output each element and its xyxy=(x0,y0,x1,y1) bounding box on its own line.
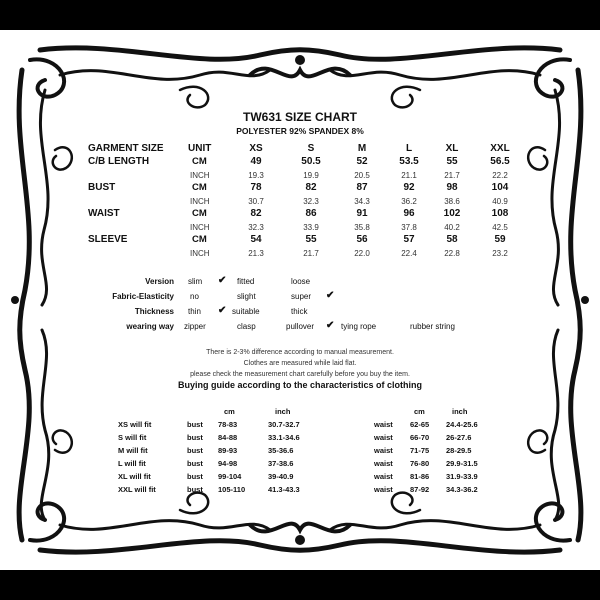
table-cell: 22.4 xyxy=(401,249,417,258)
option-rubber-string: rubber string xyxy=(410,322,455,331)
option-pullover: pullover xyxy=(286,322,315,331)
unit-inch: INCH xyxy=(190,171,210,180)
check-icon: ✔ xyxy=(326,290,335,301)
table-cell: 82 xyxy=(250,208,262,219)
guide-waist-label: waist xyxy=(374,420,393,429)
guide-waist-inch: 28-29.5 xyxy=(446,446,472,455)
row-label-cb-length: C/B LENGTH xyxy=(88,156,150,167)
table-cell: 55 xyxy=(305,234,317,245)
guide-waist-inch: 34.3-36.2 xyxy=(446,485,478,494)
guide-bust-inch: 30.7-32.7 xyxy=(268,420,300,429)
unit-header: UNIT xyxy=(188,143,212,154)
guide-size-label: XXL will fit xyxy=(118,485,156,494)
guide-size-label: XL will fit xyxy=(118,472,151,481)
option-slight: slight xyxy=(237,292,256,301)
chart-title: TW631 SIZE CHART xyxy=(242,110,357,124)
table-cell: 96 xyxy=(403,208,415,219)
guide-bust-label: bust xyxy=(187,485,203,494)
table-cell: 78 xyxy=(250,182,262,193)
unit-inch: INCH xyxy=(190,249,210,258)
row-label-sleeve: SLEEVE xyxy=(88,234,128,245)
guide-cm-header: cm xyxy=(414,407,425,416)
table-cell: 22.0 xyxy=(354,249,370,258)
option-super: super xyxy=(291,292,312,301)
guide-bust-cm: 84-88 xyxy=(218,433,238,442)
guide-inch-header: inch xyxy=(275,407,291,416)
unit-inch: INCH xyxy=(190,223,210,232)
table-cell: 21.1 xyxy=(401,171,417,180)
table-cell: 98 xyxy=(446,182,458,193)
guide-waist-cm: 66-70 xyxy=(410,433,430,442)
unit-inch: INCH xyxy=(190,197,210,206)
table-cell: 35.8 xyxy=(354,223,370,232)
property-label-fabric-elasticity: Fabric-Elasticity xyxy=(112,292,174,301)
table-cell: 82 xyxy=(305,182,317,193)
table-cell: 21.7 xyxy=(303,249,319,258)
guide-bust-label: bust xyxy=(187,446,203,455)
option-slim: slim xyxy=(188,277,203,286)
property-label-wearing-way: wearing way xyxy=(126,322,174,331)
row-label-bust: BUST xyxy=(88,182,116,193)
guide-bust-cm: 89-93 xyxy=(218,446,238,455)
table-cell: 56 xyxy=(356,234,368,245)
material-composition: POLYESTER 92% SPANDEX 8% xyxy=(236,126,364,136)
table-cell: 86 xyxy=(305,208,317,219)
table-cell: 53.5 xyxy=(399,156,419,167)
table-cell: 40.2 xyxy=(444,223,460,232)
table-cell: 23.2 xyxy=(492,249,508,258)
size-chart-card xyxy=(0,30,600,570)
note-line: There is 2-3% difference according to manual measurement. xyxy=(206,349,394,356)
check-icon: ✔ xyxy=(326,320,335,331)
option-loose: loose xyxy=(291,277,311,286)
table-cell: 58 xyxy=(446,234,458,245)
table-cell: 91 xyxy=(356,208,368,219)
note-line: please check the measurement chart carefully before you buy the item. xyxy=(190,371,410,378)
guide-waist-cm: 81-86 xyxy=(410,472,430,481)
guide-size-label: S will fit xyxy=(118,433,147,442)
option-no: no xyxy=(190,292,199,301)
option-thick: thick xyxy=(291,307,308,316)
size-header-xxl: XXL xyxy=(490,143,510,154)
guide-bust-label: bust xyxy=(187,472,203,481)
unit-cm: CM xyxy=(192,156,207,167)
guide-bust-inch: 37-38.6 xyxy=(268,459,294,468)
guide-bust-inch: 39-40.9 xyxy=(268,472,294,481)
check-icon: ✔ xyxy=(218,275,227,286)
row-label-waist: WAIST xyxy=(88,208,120,219)
table-cell: 55 xyxy=(446,156,458,167)
guide-bust-cm: 99-104 xyxy=(218,472,242,481)
table-cell: 92 xyxy=(403,182,415,193)
table-cell: 32.3 xyxy=(303,197,319,206)
table-cell: 50.5 xyxy=(301,156,321,167)
guide-waist-cm: 62-65 xyxy=(410,420,430,429)
guide-bust-cm: 78-83 xyxy=(218,420,238,429)
table-cell: 102 xyxy=(443,208,461,219)
size-header-m: M xyxy=(357,143,367,154)
table-cell: 56.5 xyxy=(490,156,510,167)
buying-guide-title: Buying guide according to the characteristics of clothing xyxy=(177,380,423,390)
table-cell: 57 xyxy=(403,234,415,245)
option-fitted: fitted xyxy=(237,277,255,286)
table-cell: 21.3 xyxy=(248,249,264,258)
table-cell: 36.2 xyxy=(401,197,417,206)
guide-waist-inch: 24.4-25.6 xyxy=(446,420,478,429)
property-label-version: Version xyxy=(145,277,174,286)
guide-waist-cm: 71-75 xyxy=(410,446,430,455)
guide-bust-cm: 94-98 xyxy=(218,459,238,468)
table-cell: 19.9 xyxy=(303,171,319,180)
table-cell: 108 xyxy=(491,208,509,219)
guide-size-label: M will fit xyxy=(118,446,148,455)
guide-bust-inch: 41.3-43.3 xyxy=(268,485,300,494)
option-zipper: zipper xyxy=(184,322,206,331)
table-cell: 22.8 xyxy=(444,249,460,258)
guide-waist-label: waist xyxy=(374,472,393,481)
note-line: Clothes are measured while laid flat. xyxy=(243,360,357,367)
table-cell: 19.3 xyxy=(248,171,264,180)
guide-cm-header: cm xyxy=(224,407,235,416)
unit-cm: CM xyxy=(192,234,207,245)
unit-cm: CM xyxy=(192,182,207,193)
table-cell: 87 xyxy=(356,182,368,193)
table-cell: 22.2 xyxy=(492,171,508,180)
table-cell: 38.6 xyxy=(444,197,460,206)
option-tying-rope: tying rope xyxy=(341,322,377,331)
guide-waist-label: waist xyxy=(374,485,393,494)
guide-size-label: L will fit xyxy=(118,459,146,468)
size-header-xl: XL xyxy=(445,143,459,154)
table-cell: 52 xyxy=(356,156,368,167)
guide-waist-label: waist xyxy=(374,446,393,455)
guide-bust-cm: 105-110 xyxy=(218,485,246,494)
guide-waist-inch: 29.9-31.5 xyxy=(446,459,478,468)
table-cell: 20.5 xyxy=(354,171,370,180)
guide-waist-cm: 76-80 xyxy=(410,459,430,468)
option-thin: thin xyxy=(188,307,201,316)
guide-inch-header: inch xyxy=(452,407,468,416)
table-cell: 34.3 xyxy=(354,197,370,206)
guide-bust-inch: 33.1-34.6 xyxy=(268,433,300,442)
unit-cm: CM xyxy=(192,208,207,219)
table-cell: 59 xyxy=(494,234,506,245)
table-cell: 49 xyxy=(250,156,262,167)
guide-bust-inch: 35-36.6 xyxy=(268,446,294,455)
table-cell: 33.9 xyxy=(303,223,319,232)
guide-waist-label: waist xyxy=(374,433,393,442)
guide-bust-label: bust xyxy=(187,420,203,429)
option-suitable: suitable xyxy=(232,307,260,316)
property-label-thickness: Thickness xyxy=(134,307,174,316)
table-cell: 42.5 xyxy=(492,223,508,232)
guide-bust-label: bust xyxy=(187,459,203,468)
option-clasp: clasp xyxy=(237,322,256,331)
guide-bust-label: bust xyxy=(187,433,203,442)
guide-waist-inch: 26-27.6 xyxy=(446,433,472,442)
guide-size-label: XS will fit xyxy=(118,420,152,429)
table-cell: 54 xyxy=(250,234,262,245)
guide-waist-label: waist xyxy=(374,459,393,468)
table-cell: 40.9 xyxy=(492,197,508,206)
size-header-xs: XS xyxy=(249,143,263,154)
table-cell: 104 xyxy=(491,182,509,193)
size-header-s: S xyxy=(307,143,315,154)
garment-size-header: GARMENT SIZE xyxy=(88,143,164,154)
table-cell: 32.3 xyxy=(248,223,264,232)
size-header-l: L xyxy=(405,143,413,154)
guide-waist-cm: 87-92 xyxy=(410,485,430,494)
table-cell: 37.8 xyxy=(401,223,417,232)
table-cell: 21.7 xyxy=(444,171,460,180)
table-cell: 30.7 xyxy=(248,197,264,206)
check-icon: ✔ xyxy=(218,305,227,316)
guide-waist-inch: 31.9-33.9 xyxy=(446,472,478,481)
